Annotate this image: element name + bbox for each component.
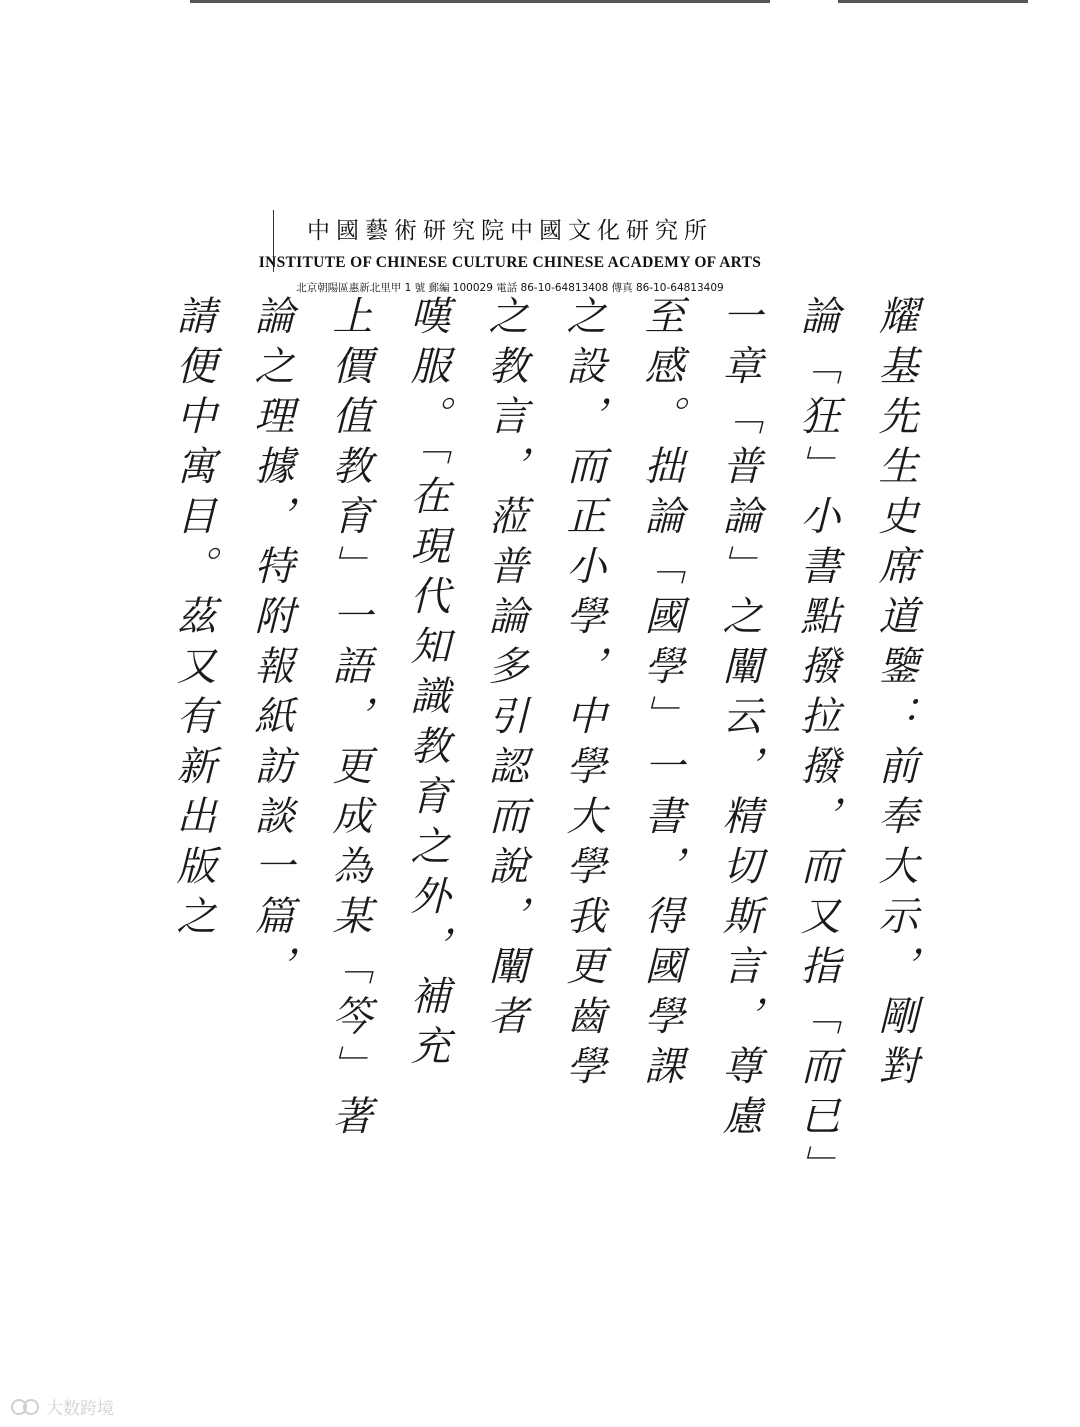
letterhead [230, 212, 790, 295]
letter-column-10: 請便中寓目。茲又有新出版之 [170, 295, 216, 945]
letter-column-8: 上價值教育」一語，更成為某「笒」著 [326, 295, 372, 1145]
letter-column-2: 論「狂」小書點撥拉撥，而又指「而已」 [794, 295, 840, 1195]
letter-column-5: 之設，而正小學，中學大學我更齒學 [560, 295, 606, 1095]
scan-edge-left [190, 0, 770, 3]
letter-column-4: 至感。拙論「國學」一書，得國學課 [638, 295, 684, 1095]
letter-column-6: 之教言，蒞普論多引認而說，闡者 [482, 295, 528, 1045]
letter-column-3: 一章「普論」之闡云，精切斯言，尊慮 [716, 295, 762, 1145]
letterhead-address: 北京朝陽區惠新北里甲 1 號 郵編 100029 電話 86-10-64813408 傳真 86-10-64813409 [296, 282, 724, 294]
watermark-logo-icon [10, 1396, 40, 1418]
letter-column-1: 耀基先生史席道鑒：前奉大示，剛對 [872, 295, 918, 1095]
scan-edge-right [838, 0, 1028, 3]
watermark [10, 1394, 114, 1419]
letterhead-name-chinese: 中國藝術研究院中國文化研究所 [307, 218, 713, 244]
handwritten-letter [115, 295, 918, 1215]
letter-column-9: 論之理據，特附報紙訪談一篇， [248, 295, 294, 995]
letter-column-7: 嘆服。「在現代知識教育之外，補充 [404, 295, 450, 1075]
letterhead-name-english: INSTITUTE OF CHINESE CULTURE CHINESE ACADEMY OF ARTS [258, 254, 762, 271]
watermark-text: 大数跨境 [46, 1399, 114, 1419]
